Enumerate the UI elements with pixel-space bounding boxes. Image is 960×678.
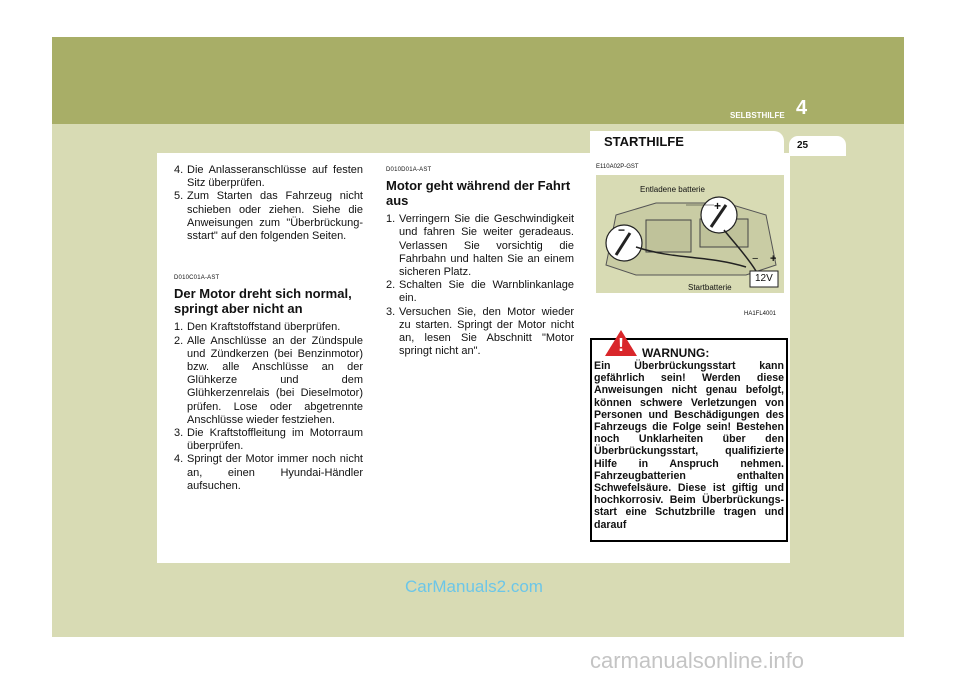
steps-list-top <box>174 164 363 243</box>
figure-code: E110A02P-GST <box>596 164 639 170</box>
figure-caption: HA1FL4001 <box>744 311 777 317</box>
list-item: 4. Springt der Motor immer noch nicht an, einen Hyundai-Händler aufsuchen. <box>174 453 363 492</box>
chapter-number: 4 <box>796 97 808 119</box>
chapter-label: SELBSTHILFE <box>730 111 785 120</box>
section-code: D010D01A-AST <box>386 167 432 173</box>
column-left <box>174 164 363 493</box>
voltage-label: 12V <box>755 273 773 284</box>
section-heading: Motor geht während der Fahrt aus <box>386 178 571 209</box>
list-item: 3. Die Kraftstoffleitung im Motorraum überprüfen. <box>174 427 363 453</box>
column-middle <box>386 164 574 358</box>
discharged-battery-label: Entladene batterie <box>640 185 705 194</box>
steps-list <box>174 321 363 493</box>
plus-sign-right: + <box>714 199 722 213</box>
list-item: 4. Die Anlasseranschlüsse auf festen Sitz überprüfen. <box>174 164 363 190</box>
jump-start-illustration <box>596 175 784 293</box>
list-item: 3. Versuchen Sie, den Motor wieder zu starten. Springt der Motor nicht an, lesen Sie Abschnitt "Motor springt nicht an". <box>386 305 574 358</box>
section-tab <box>590 131 784 153</box>
section-heading: Der Motor dreht sich normal, springt aber nicht an <box>174 286 352 317</box>
list-item: 5. Zum Starten das Fahrzeug nicht schieben oder ziehen. Siehe die Anweisungen zum "Überbrückung-sstart" auf den folgenden Seiten. <box>174 190 363 243</box>
plus-sign-battery: + <box>770 253 777 265</box>
page-number-tab <box>789 136 846 156</box>
steps-list <box>386 213 574 358</box>
start-battery-label: Startbatterie <box>688 283 732 292</box>
section-code: D010C01A-AST <box>174 275 220 282</box>
minus-sign-left: − <box>618 223 626 237</box>
footer-watermark: carmanualsonline.info <box>590 648 805 673</box>
warning-title: WARNUNG: <box>642 346 710 360</box>
page-number: 25 <box>797 140 809 151</box>
section-title: STARTHILFE <box>604 134 684 149</box>
list-item: 2. Alle Anschlüsse an der Zündspule und Zündkerzen (bei Benzinmotor) bzw. alle Anschlüsse an der Glühkerze und dem Glühkerzenrelais (bei Dieselmotor) prüfen. Lose oder abgetrennte Anschlüsse wieder festziehen. <box>174 334 363 426</box>
warning-text: Ein Überbrückungsstart kann gefährlich sein! Werden diese Anweisungen nicht genau befolgt, können schwere Verletzungen von Personen und Beschädigungen des Fahrzeugs die Folge sein! Bestehen noch Unklarheiten über den Überbrückungsstart, qualifizierte Hilfe in Anspruch nehmen. Fahrzeugbatterien enthalten Schwefelsäure. Diese ist giftig und hochkorrosiv. Beim Überbrückungs-start eine Schutzbrille tragen und darauf <box>594 360 784 531</box>
exclamation-icon: ! <box>618 335 624 355</box>
watermark-link[interactable]: CarManuals2.com <box>405 577 543 596</box>
list-item: 1. Den Kraftstoffstand überprüfen. <box>174 321 341 334</box>
list-item: 1. Verringern Sie die Geschwindigkeit und fahren Sie weiter geradeaus. Verlassen Sie vorsichtig die Fahrbahn und halten Sie an einem sicheren Platz. <box>386 213 574 279</box>
list-item: 2. Schalten Sie die Warnblinkanlage ein. <box>386 279 574 305</box>
minus-sign-battery: − <box>752 253 759 265</box>
